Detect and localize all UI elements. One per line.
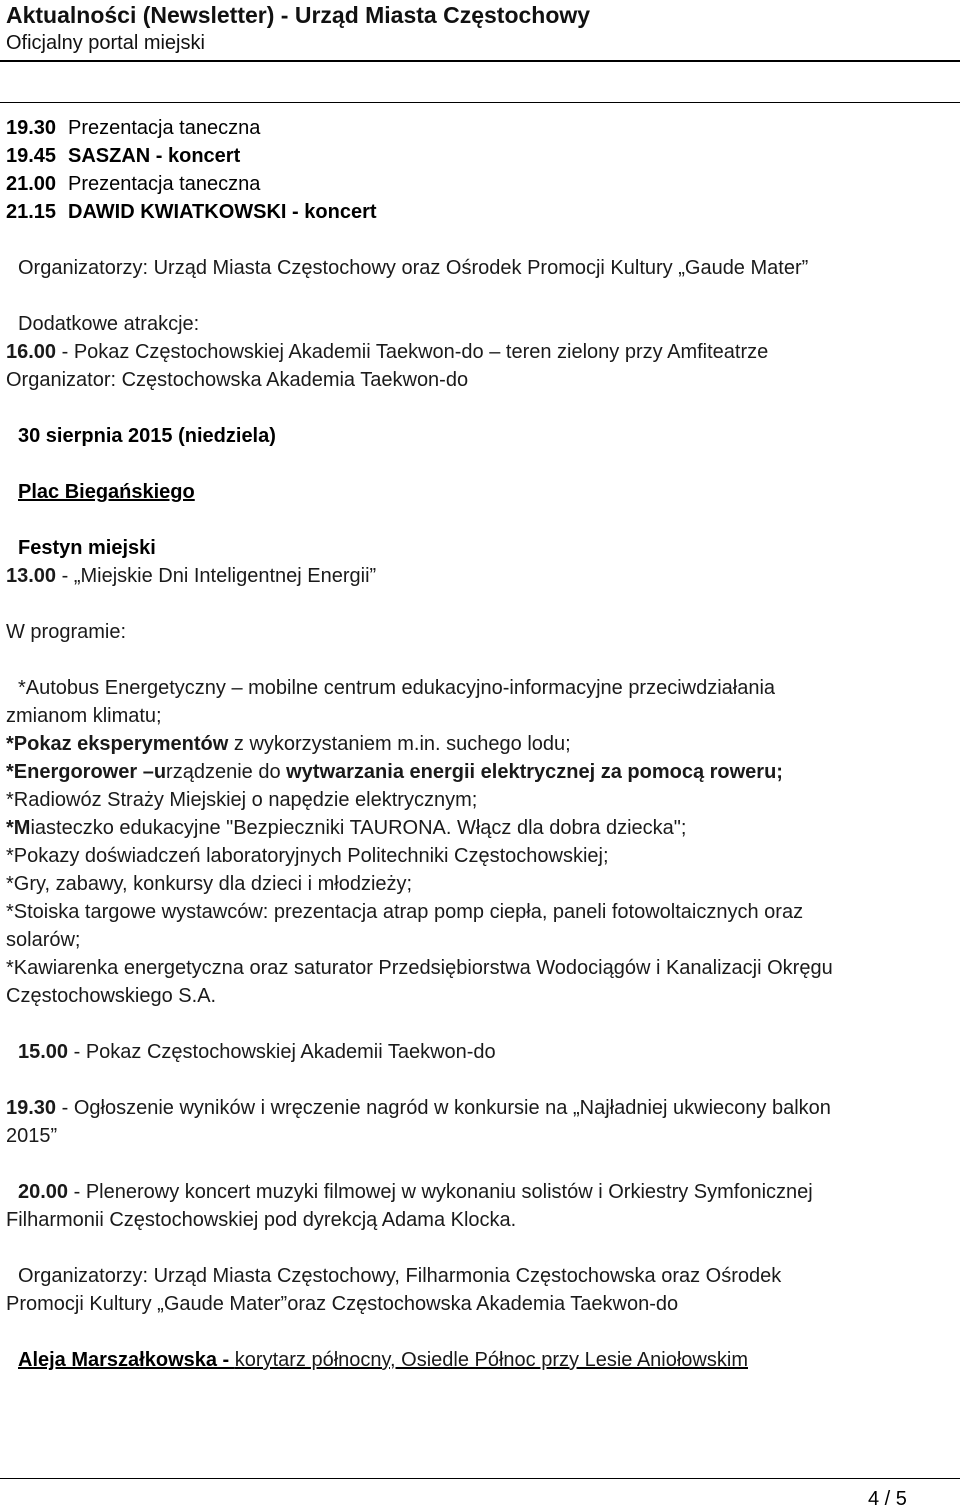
- schedule-item: 19.45 SASZAN - koncert: [6, 145, 241, 167]
- extra-attraction: 16.00 - Pokaz Częstochowskiej Akademii Taekwon-do – teren zielony przy Amfiteatrze: [6, 341, 769, 363]
- organizers-text-cont: Promocji Kultury „Gaude Mater”oraz Częstochowska Akademia Taekwon-do: [6, 1293, 679, 1315]
- festyn-heading: Festyn miejski: [18, 537, 156, 559]
- program-item: *Pokazy doświadczeń laboratoryjnych Politechniki Częstochowskiej;: [6, 845, 609, 867]
- place-link[interactable]: Plac Biegańskiego: [18, 481, 195, 503]
- program-item: *Energorower –urządzenie do wytwarzania energii elektrycznej za pomocą roweru;: [6, 761, 783, 783]
- program-item: *Stoiska targowe wystawców: prezentacja atrap pomp ciepła, paneli fotowoltaicznych oraz: [6, 901, 804, 923]
- program-item: *Pokaz eksperymentów z wykorzystaniem m.in. suchego lodu;: [6, 733, 571, 755]
- program-item: *Gry, zabawy, konkursy dla dzieci i młodzieży;: [6, 873, 413, 895]
- program-heading: W programie:: [6, 621, 127, 643]
- extra-heading: Dodatkowe atrakcje:: [18, 313, 200, 335]
- program-item: *Kawiarenka energetyczna oraz saturator Przedsiębiorstwa Wodociągów i Kanalizacji Okręgu: [6, 957, 833, 979]
- date-heading: 30 sierpnia 2015 (niedziela): [18, 425, 276, 447]
- header-rule: [0, 60, 960, 62]
- schedule-item: 21.00 Prezentacja taneczna: [6, 173, 261, 195]
- schedule-item: 19.30 Prezentacja taneczna: [6, 117, 261, 139]
- event-item: 15.00 - Pokaz Częstochowskiej Akademii Taekwon-do: [18, 1041, 496, 1063]
- event-item-cont: 2015”: [6, 1125, 58, 1147]
- location-link[interactable]: Aleja Marszałkowska - korytarz północny, Osiedle Północ przy Lesie Aniołowskim: [18, 1349, 748, 1371]
- organizers-text: Organizatorzy: Urząd Miasta Częstochowy oraz Ośrodek Promocji Kultury „Gaude Mater”: [18, 257, 809, 279]
- program-item: *Radiowóz Straży Miejskiej o napędzie elektrycznym;: [6, 789, 478, 811]
- organizers-text: Organizatorzy: Urząd Miasta Częstochowy, Filharmonia Częstochowska oraz Ośrodek: [18, 1265, 782, 1287]
- page-title: Aktualności (Newsletter) - Urząd Miasta Częstochowy: [6, 2, 591, 28]
- program-item-cont: solarów;: [6, 929, 81, 951]
- schedule-item: 21.15 DAWID KWIATKOWSKI - koncert: [6, 201, 377, 223]
- page-subtitle: Oficjalny portal miejski: [6, 32, 205, 54]
- program-item: *Autobus Energetyczny – mobilne centrum edukacyjno-informacyjne przeciwdziałania: [18, 677, 776, 699]
- extra-organizer: Organizator: Częstochowska Akademia Taekwon-do: [6, 369, 469, 391]
- program-item-cont: zmianom klimatu;: [6, 705, 162, 727]
- program-item-cont: Częstochowskiego S.A.: [6, 985, 217, 1007]
- event-item: 20.00 - Plenerowy koncert muzyki filmowej w wykonaniu solistów i Orkiestry Symfonicznej: [18, 1181, 813, 1203]
- footer-rule: [0, 1478, 960, 1479]
- header-rule-secondary: [0, 102, 960, 103]
- event-item-cont: Filharmonii Częstochowskiej pod dyrekcją Adama Klocka.: [6, 1209, 517, 1231]
- event-item: 19.30 - Ogłoszenie wyników i wręczenie nagród w konkursie na „Najładniej ukwiecony balkon: [6, 1097, 831, 1119]
- program-item: *Miasteczko edukacyjne "Bezpieczniki TAURONA. Włącz dla dobra dziecka";: [6, 817, 687, 839]
- page-number: 4 / 5: [868, 1488, 907, 1510]
- festyn-event: 13.00 - „Miejskie Dni Inteligentnej Energii”: [6, 565, 377, 587]
- page-header: [0, 0, 960, 60]
